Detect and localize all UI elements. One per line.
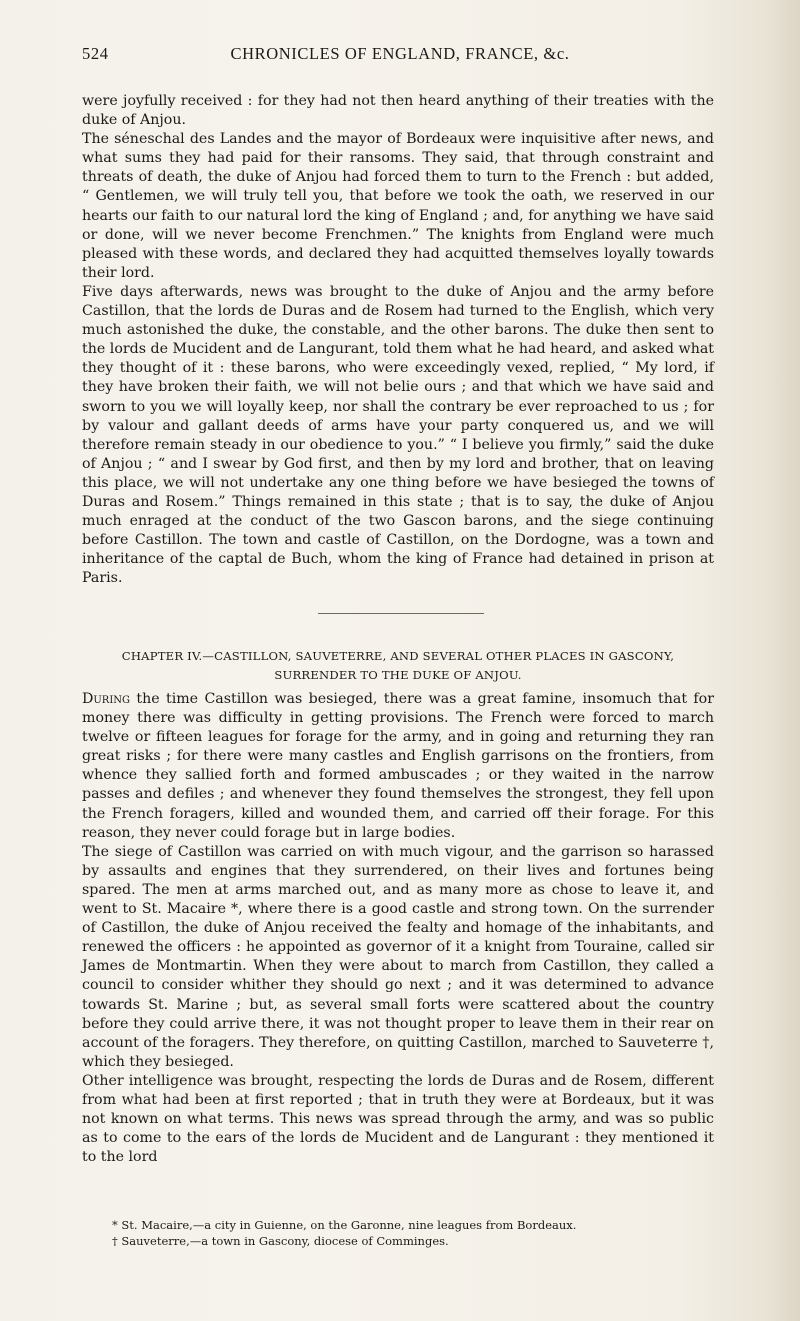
paragraph: The séneschal des Landes and the mayor of Bordeaux were inquisitive after news, and what sums they had paid for their ransoms. They said, that through constraint and threats of death, the duke of Anjou had forced them to turn to the French : but added, “ Gentlemen, we will truly tell you, that before we took the oath, we reserved in our hearts our faith to our natural lord the king of England ; and, for anything we have said or done, will we never become Frenchmen.” The knights from England were much pleased with these words, and declared they had acquitted themselves loyally towards their lord. <box>82 131 714 281</box>
footnote: * St. Macaire,—a city in Guienne, on the Garonne, nine leagues from Bordeaux. <box>112 1218 577 1232</box>
running-head <box>82 44 718 66</box>
footnote: † Sauveterre,—a town in Gascony, diocese of Comminges. <box>112 1234 449 1248</box>
running-title: CHRONICLES OF ENGLAND, FRANCE, &c. <box>230 44 570 63</box>
opening-word: During <box>82 691 131 707</box>
section-before-chapter <box>82 92 714 588</box>
paragraph: Other intelligence was brought, respecting the lords de Duras and de Rosem, different from what had been at first reported ; that in truth they were at Bordeaux, but it was not known on what terms. This news was spread through the army, and was so public as to come to the ears of the lords de Mucident and de Langurant : they mentioned it to the lord <box>82 1072 714 1166</box>
chapter-heading-line: SURRENDER TO THE DUKE OF ANJOU. <box>274 668 522 682</box>
chapter-heading <box>82 647 714 685</box>
paragraph-text: the time Castillon was besieged, there was a great famine, insomuch that for money there was difficulty in getting provisions. The French were forced to march twelve or fifteen leagues for forage for the army, and in going and returning they ran great risks ; for there were many castles and English garrisons on the frontiers, from whence they sallied forth and formed ambuscades ; or they waited in the narrow passes and defiles ; and whenever they found themselves the strongest, they fell upon the French foragers, killed and wounded them, and carried off their forage. For this reason, they never could forage but in large bodies. <box>82 691 714 841</box>
footnotes <box>112 1217 712 1249</box>
paragraph <box>82 690 714 843</box>
paragraph: Five days afterwards, news was brought to the duke of Anjou and the army before Castillon, that the lords de Duras and de Rosem had turned to the English, which very much astonished the duke, the constable, and the other barons. The duke then sent to the lords de Mucident and de Langurant, told them what he had heard, and asked what they thought of it : these barons, who were exceedingly vexed, replied, “ My lord, if they have broken their faith, we will not belie ours ; and that which we have said and sworn to you we will loyally keep, nor shall the contrary be ever reproached to us ; for by valour and gallant deeds of arms have your party conquered us, and we will therefore remain steady in our obedience to you.” “ I believe you firmly,” said the duke of Anjou ; “ and I swear by God first, and then by my lord and brother, that on leaving this place, we will not undertake any one thing before we have besieged the towns of Duras and Rosem.” Things remained in this state ; that is to say, the duke of Anjou much enraged at the conduct of the two Gascon barons, and the siege continuing before Castillon. The town and castle of Castillon, on the Dordogne, was a town and inheritance of the captal de Buch, whom the king of France had detained in prison at Paris. <box>82 283 714 587</box>
page-number: 524 <box>82 44 109 63</box>
section-divider <box>318 613 484 614</box>
paragraph: were joyfully received : for they had not then heard anything of their treaties with the duke of Anjou. <box>82 93 714 129</box>
chapter-body <box>82 690 714 1167</box>
paragraph: The siege of Castillon was carried on with much vigour, and the garrison so harassed by assaults and engines that they surrendered, on their lives and fortunes being spared. The men at arms marched out, and as many more as chose to leave it, and went to St. Macaire *, where there is a good castle and strong town. On the surrender of Castillon, the duke of Anjou received the fealty and homage of the inhabitants, and renewed the officers : he appointed as governor of it a knight from Touraine, called sir James de Montmartin. When they were about to march from Castillon, they called a council to consider whither they should go next ; and it was determined to advance towards St. Marine ; but, as several small forts were scattered about the country before they could arrive there, it was not thought proper to leave them in their rear on account of the foragers. They therefore, on quitting Castillon, marched to Sauveterre †, which they besieged. <box>82 843 714 1070</box>
chapter-heading-line: CHAPTER IV.—CASTILLON, SAUVETERRE, AND SEVERAL OTHER PLACES IN GASCONY, <box>121 649 675 663</box>
